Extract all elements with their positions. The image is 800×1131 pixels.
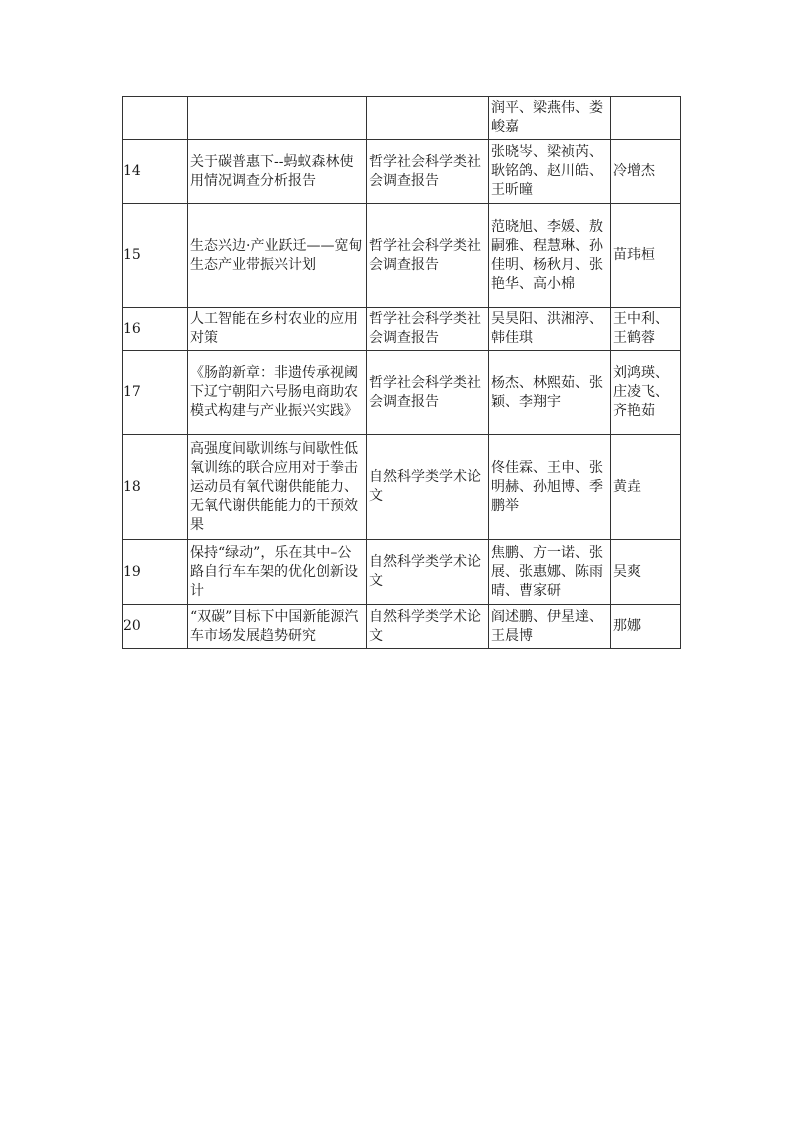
project-title: 《肠韵新章：非遗传承视阈下辽宁朝阳六号肠电商助农模式构建与产业振兴实践》 bbox=[188, 351, 367, 435]
advisor: 黄垚 bbox=[611, 435, 681, 540]
advisor: 吴爽 bbox=[611, 540, 681, 605]
project-category: 哲学社会科学类社会调查报告 bbox=[367, 351, 489, 435]
team-members: 阎述鹏、伊星達、王晨博 bbox=[489, 605, 611, 649]
row-number: 18 bbox=[123, 435, 188, 540]
project-category: 自然科学类学术论文 bbox=[367, 605, 489, 649]
row-number bbox=[123, 97, 188, 140]
table-row bbox=[123, 435, 681, 540]
advisor: 王中利、王鹤蓉 bbox=[611, 308, 681, 351]
row-number: 15 bbox=[123, 204, 188, 308]
project-category: 自然科学类学术论文 bbox=[367, 540, 489, 605]
team-members: 杨杰、林熙茹、张颖、李翔宇 bbox=[489, 351, 611, 435]
advisor: 刘鸿瑛、庄凌飞、齐艳茹 bbox=[611, 351, 681, 435]
project-category: 哲学社会科学类社会调查报告 bbox=[367, 140, 489, 204]
advisor: 苗玮桓 bbox=[611, 204, 681, 308]
awards-table bbox=[122, 96, 681, 649]
project-category bbox=[367, 97, 489, 140]
row-number: 19 bbox=[123, 540, 188, 605]
team-members: 吴昊阳、洪湘渟、韩佳琪 bbox=[489, 308, 611, 351]
row-number: 20 bbox=[123, 605, 188, 649]
table-row bbox=[123, 140, 681, 204]
row-number: 16 bbox=[123, 308, 188, 351]
row-number: 17 bbox=[123, 351, 188, 435]
project-title: 保持“绿动”，乐在其中–公路自行车车架的优化创新设计 bbox=[188, 540, 367, 605]
project-title: “双碳”目标下中国新能源汽车市场发展趋势研究 bbox=[188, 605, 367, 649]
team-members: 焦鹏、方一诺、张展、张惠娜、陈雨晴、曹家研 bbox=[489, 540, 611, 605]
project-title: 人工智能在乡村农业的应用对策 bbox=[188, 308, 367, 351]
project-category: 自然科学类学术论文 bbox=[367, 435, 489, 540]
table-row bbox=[123, 540, 681, 605]
project-title: 关于碳普惠下--蚂蚁森林使用情况调查分析报告 bbox=[188, 140, 367, 204]
table-row bbox=[123, 204, 681, 308]
project-title bbox=[188, 97, 367, 140]
table-row bbox=[123, 97, 681, 140]
team-members: 张晓岑、梁祯芮、耿铭鸽、赵川皓、王昕曈 bbox=[489, 140, 611, 204]
advisor: 冷增杰 bbox=[611, 140, 681, 204]
project-category: 哲学社会科学类社会调查报告 bbox=[367, 204, 489, 308]
table-row bbox=[123, 605, 681, 649]
advisor bbox=[611, 97, 681, 140]
advisor: 那娜 bbox=[611, 605, 681, 649]
project-title: 生态兴边·产业跃迁——宽甸生态产业带振兴计划 bbox=[188, 204, 367, 308]
team-members: 润平、梁燕伟、娄峻嘉 bbox=[489, 97, 611, 140]
project-category: 哲学社会科学类社会调查报告 bbox=[367, 308, 489, 351]
team-members: 佟佳霖、王申、张明赫、孙旭博、季鹏举 bbox=[489, 435, 611, 540]
team-members: 范晓旭、李媛、敖嗣雅、程慧琳、孙佳明、杨秋月、张艳华、高小棉 bbox=[489, 204, 611, 308]
row-number: 14 bbox=[123, 140, 188, 204]
table-row bbox=[123, 308, 681, 351]
table-row bbox=[123, 351, 681, 435]
project-title: 高强度间歇训练与间歇性低氧训练的联合应用对于拳击运动员有氧代谢供能能力、无氧代谢供能能力的干预效果 bbox=[188, 435, 367, 540]
